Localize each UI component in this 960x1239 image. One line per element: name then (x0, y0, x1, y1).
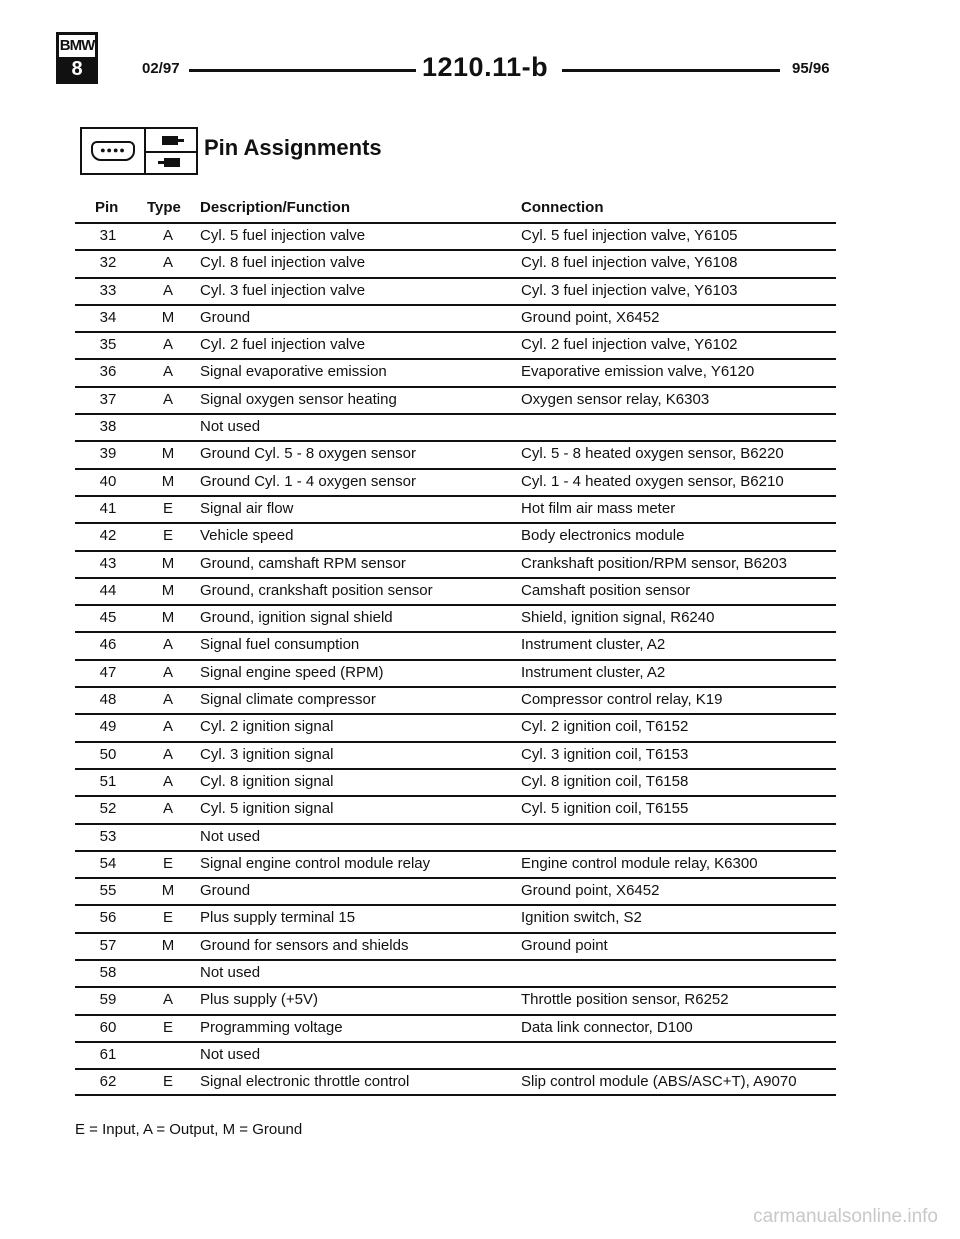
table-row (75, 686, 836, 713)
pin-cell: 47 (99, 663, 117, 681)
type-cell: E (162, 527, 173, 545)
header-rule-left (189, 69, 416, 72)
pin-cell: 40 (99, 472, 117, 490)
table-row (75, 495, 836, 522)
description-cell: Signal fuel consumption (200, 636, 360, 654)
type-cell: A (162, 254, 173, 272)
description-cell: Ground, ignition signal shield (200, 609, 393, 627)
table-row (75, 1041, 836, 1068)
connection-cell: Shield, ignition signal, R6240 (521, 609, 715, 627)
table-body (75, 222, 836, 1096)
description-cell: Plus supply (+5V) (200, 991, 318, 1009)
table-row (75, 1014, 836, 1041)
connection-cell: Cyl. 2 ignition coil, T6152 (521, 718, 689, 736)
pin-cell: 33 (99, 281, 117, 299)
table-row (75, 358, 836, 385)
connection-cell: Cyl. 8 ignition coil, T6158 (521, 772, 689, 790)
table-row (75, 331, 836, 358)
type-cell: A (162, 227, 173, 244)
bmw-8-logo (56, 32, 98, 84)
pin-cell: 59 (99, 991, 117, 1009)
table-row (75, 277, 836, 304)
section-header (80, 127, 680, 177)
description-cell: Not used (200, 418, 261, 436)
pin-cell: 31 (99, 227, 117, 244)
table-row (75, 904, 836, 931)
pin-cell: 39 (99, 445, 117, 463)
table-row (75, 823, 836, 850)
type-cell: E (162, 1073, 173, 1091)
table-row (75, 577, 836, 604)
description-cell: Cyl. 5 fuel injection valve (200, 227, 366, 244)
description-cell: Signal climate compressor (200, 691, 376, 709)
type-cell: A (162, 390, 173, 408)
pin-cell: 50 (99, 745, 117, 763)
connection-cell: Hot film air mass meter (521, 499, 676, 517)
table-row (75, 768, 836, 795)
connection-cell: Crankshaft position/RPM sensor, B6203 (521, 554, 787, 572)
pin-cell: 60 (99, 1018, 117, 1036)
connection-cell: Ground point, X6452 (521, 882, 660, 900)
description-cell: Ground Cyl. 1 - 4 oxygen sensor (200, 472, 416, 490)
connection-cell: Instrument cluster, A2 (521, 663, 666, 681)
header-model-years: 95/96 (792, 60, 830, 77)
type-cell: A (162, 691, 173, 709)
connection-cell: Oxygen sensor relay, K6303 (521, 390, 710, 408)
type-cell: A (162, 363, 173, 381)
type-cell: M (161, 936, 175, 954)
type-cell: E (162, 854, 173, 872)
table-row (75, 522, 836, 549)
connection-cell: Data link connector, D100 (521, 1018, 693, 1036)
document-code: 1210.11-b (422, 52, 549, 82)
table-row (75, 877, 836, 904)
type-cell: M (161, 554, 175, 572)
connection-cell: Body electronics module (521, 527, 685, 545)
type-cell: M (161, 609, 175, 627)
connection-cell: Evaporative emission valve, Y6120 (521, 363, 755, 381)
connection-cell: Cyl. 3 fuel injection valve, Y6103 (521, 281, 738, 299)
type-cell: A (162, 281, 173, 299)
pin-cell: 62 (99, 1073, 117, 1091)
pin-cell: 55 (99, 882, 117, 900)
pin-cell: 58 (99, 964, 117, 982)
table-row (75, 741, 836, 768)
description-cell: Ground (200, 882, 251, 900)
type-cell: E (162, 1018, 173, 1036)
table-row (75, 550, 836, 577)
pin-assignment-table (75, 195, 836, 1096)
pin-cell: 61 (99, 1045, 117, 1063)
table-row (75, 413, 836, 440)
description-cell: Not used (200, 1045, 261, 1063)
connection-cell: Cyl. 5 - 8 heated oxygen sensor, B6220 (521, 445, 784, 463)
table-row (75, 249, 836, 276)
table-row (75, 932, 836, 959)
connection-cell: Ground point, X6452 (521, 308, 660, 326)
type-cell: M (161, 445, 175, 463)
type-cell: A (162, 718, 173, 736)
pin-cell: 44 (99, 581, 117, 599)
description-cell: Cyl. 2 fuel injection valve (200, 336, 366, 354)
description-cell: Cyl. 3 fuel injection valve (200, 281, 366, 299)
pin-cell: 43 (99, 554, 117, 572)
table-row (75, 386, 836, 413)
table-header (75, 195, 836, 222)
pin-cell: 37 (99, 390, 117, 408)
type-legend: E = Input, A = Output, M = Ground (75, 1121, 303, 1138)
connector-outline: ●●●● (91, 141, 135, 161)
connection-cell: Slip control module (ABS/ASC+T), A9070 (521, 1073, 797, 1091)
connection-cell: Cyl. 5 fuel injection valve, Y6105 (521, 227, 738, 244)
pin-cell: 42 (99, 527, 117, 545)
description-cell: Not used (200, 827, 261, 845)
pin-cell: 46 (99, 636, 117, 654)
header-pin: Pin (95, 199, 119, 216)
connection-cell: Cyl. 3 ignition coil, T6153 (521, 745, 689, 763)
description-cell: Cyl. 5 ignition signal (200, 800, 334, 818)
header-type: Type (147, 199, 181, 216)
description-cell: Ground (200, 308, 251, 326)
pin-cell: 53 (99, 827, 117, 845)
description-cell: Cyl. 8 fuel injection valve (200, 254, 366, 272)
connection-cell: Engine control module relay, K6300 (521, 854, 758, 872)
table-row (75, 631, 836, 658)
header-description: Description/Function (200, 199, 350, 216)
type-cell: M (161, 882, 175, 900)
connection-cell: Throttle position sensor, R6252 (521, 991, 729, 1009)
pin-cell: 52 (99, 800, 117, 818)
table-row (75, 795, 836, 822)
header-connection: Connection (521, 199, 604, 216)
type-cell: M (161, 308, 175, 326)
connector-pin-icon (80, 127, 146, 175)
logo-series-text: 8 (59, 57, 95, 81)
description-cell: Signal oxygen sensor heating (200, 390, 397, 408)
section-title: Pin Assignments (204, 135, 382, 160)
description-cell: Ground, camshaft RPM sensor (200, 554, 406, 572)
connection-cell: Cyl. 1 - 4 heated oxygen sensor, B6210 (521, 472, 784, 490)
description-cell: Ground for sensors and shields (200, 936, 409, 954)
table-row (75, 304, 836, 331)
connection-cell: Ground point (521, 936, 608, 954)
header-rule-right (562, 69, 780, 72)
connection-cell: Cyl. 5 ignition coil, T6155 (521, 800, 689, 818)
connection-cell: Camshaft position sensor (521, 581, 691, 599)
type-cell: A (162, 991, 173, 1009)
type-cell: A (162, 636, 173, 654)
table-row (75, 850, 836, 877)
table-row (75, 713, 836, 740)
type-cell: A (162, 336, 173, 354)
pin-cell: 56 (99, 909, 117, 927)
description-cell: Not used (200, 964, 261, 982)
description-cell: Signal evaporative emission (200, 363, 387, 381)
pin-cell: 48 (99, 691, 117, 709)
pin-cell: 57 (99, 936, 117, 954)
logo-brand-text: BMW (59, 37, 95, 54)
description-cell: Cyl. 2 ignition signal (200, 718, 334, 736)
description-cell: Vehicle speed (200, 527, 294, 545)
table-row (75, 440, 836, 467)
connection-cell: Compressor control relay, K19 (521, 691, 723, 709)
table-row (75, 959, 836, 986)
description-cell: Cyl. 3 ignition signal (200, 745, 334, 763)
pin-cell: 38 (99, 418, 117, 436)
pin-cell: 36 (99, 363, 117, 381)
description-cell: Programming voltage (200, 1018, 343, 1036)
table-row (75, 604, 836, 631)
plug-icon (146, 127, 198, 175)
type-cell: A (162, 663, 173, 681)
pin-cell: 49 (99, 718, 117, 736)
description-cell: Signal engine control module relay (200, 854, 431, 872)
type-cell: E (162, 909, 173, 927)
connection-cell: Instrument cluster, A2 (521, 636, 666, 654)
table-row (75, 1068, 836, 1095)
pin-cell: 35 (99, 336, 117, 354)
pin-cell: 45 (99, 609, 117, 627)
description-cell: Ground Cyl. 5 - 8 oxygen sensor (200, 445, 416, 463)
description-cell: Ground, crankshaft position sensor (200, 581, 433, 599)
type-cell: A (162, 745, 173, 763)
pin-cell: 34 (99, 308, 117, 326)
type-cell: M (161, 472, 175, 490)
type-cell: E (162, 499, 173, 517)
watermark: carmanualsonline.info (753, 1206, 938, 1227)
connection-cell: Cyl. 2 fuel injection valve, Y6102 (521, 336, 738, 354)
type-cell: A (162, 772, 173, 790)
pin-cell: 54 (99, 854, 117, 872)
description-cell: Signal engine speed (RPM) (200, 663, 384, 681)
pin-cell: 32 (99, 254, 117, 272)
description-cell: Signal electronic throttle control (200, 1073, 410, 1091)
header-date: 02/97 (142, 60, 180, 77)
connection-cell: Cyl. 8 fuel injection valve, Y6108 (521, 254, 738, 272)
table-row (75, 986, 836, 1013)
table-row (75, 659, 836, 686)
connection-cell: Ignition switch, S2 (521, 909, 642, 927)
description-cell: Plus supply terminal 15 (200, 909, 356, 927)
pin-cell: 51 (99, 772, 117, 790)
type-cell: M (161, 581, 175, 599)
pin-cell: 41 (99, 499, 117, 517)
table-row (75, 222, 836, 249)
page-header (56, 30, 846, 90)
type-cell: A (162, 800, 173, 818)
description-cell: Signal air flow (200, 499, 294, 517)
description-cell: Cyl. 8 ignition signal (200, 772, 334, 790)
table-row (75, 468, 836, 495)
